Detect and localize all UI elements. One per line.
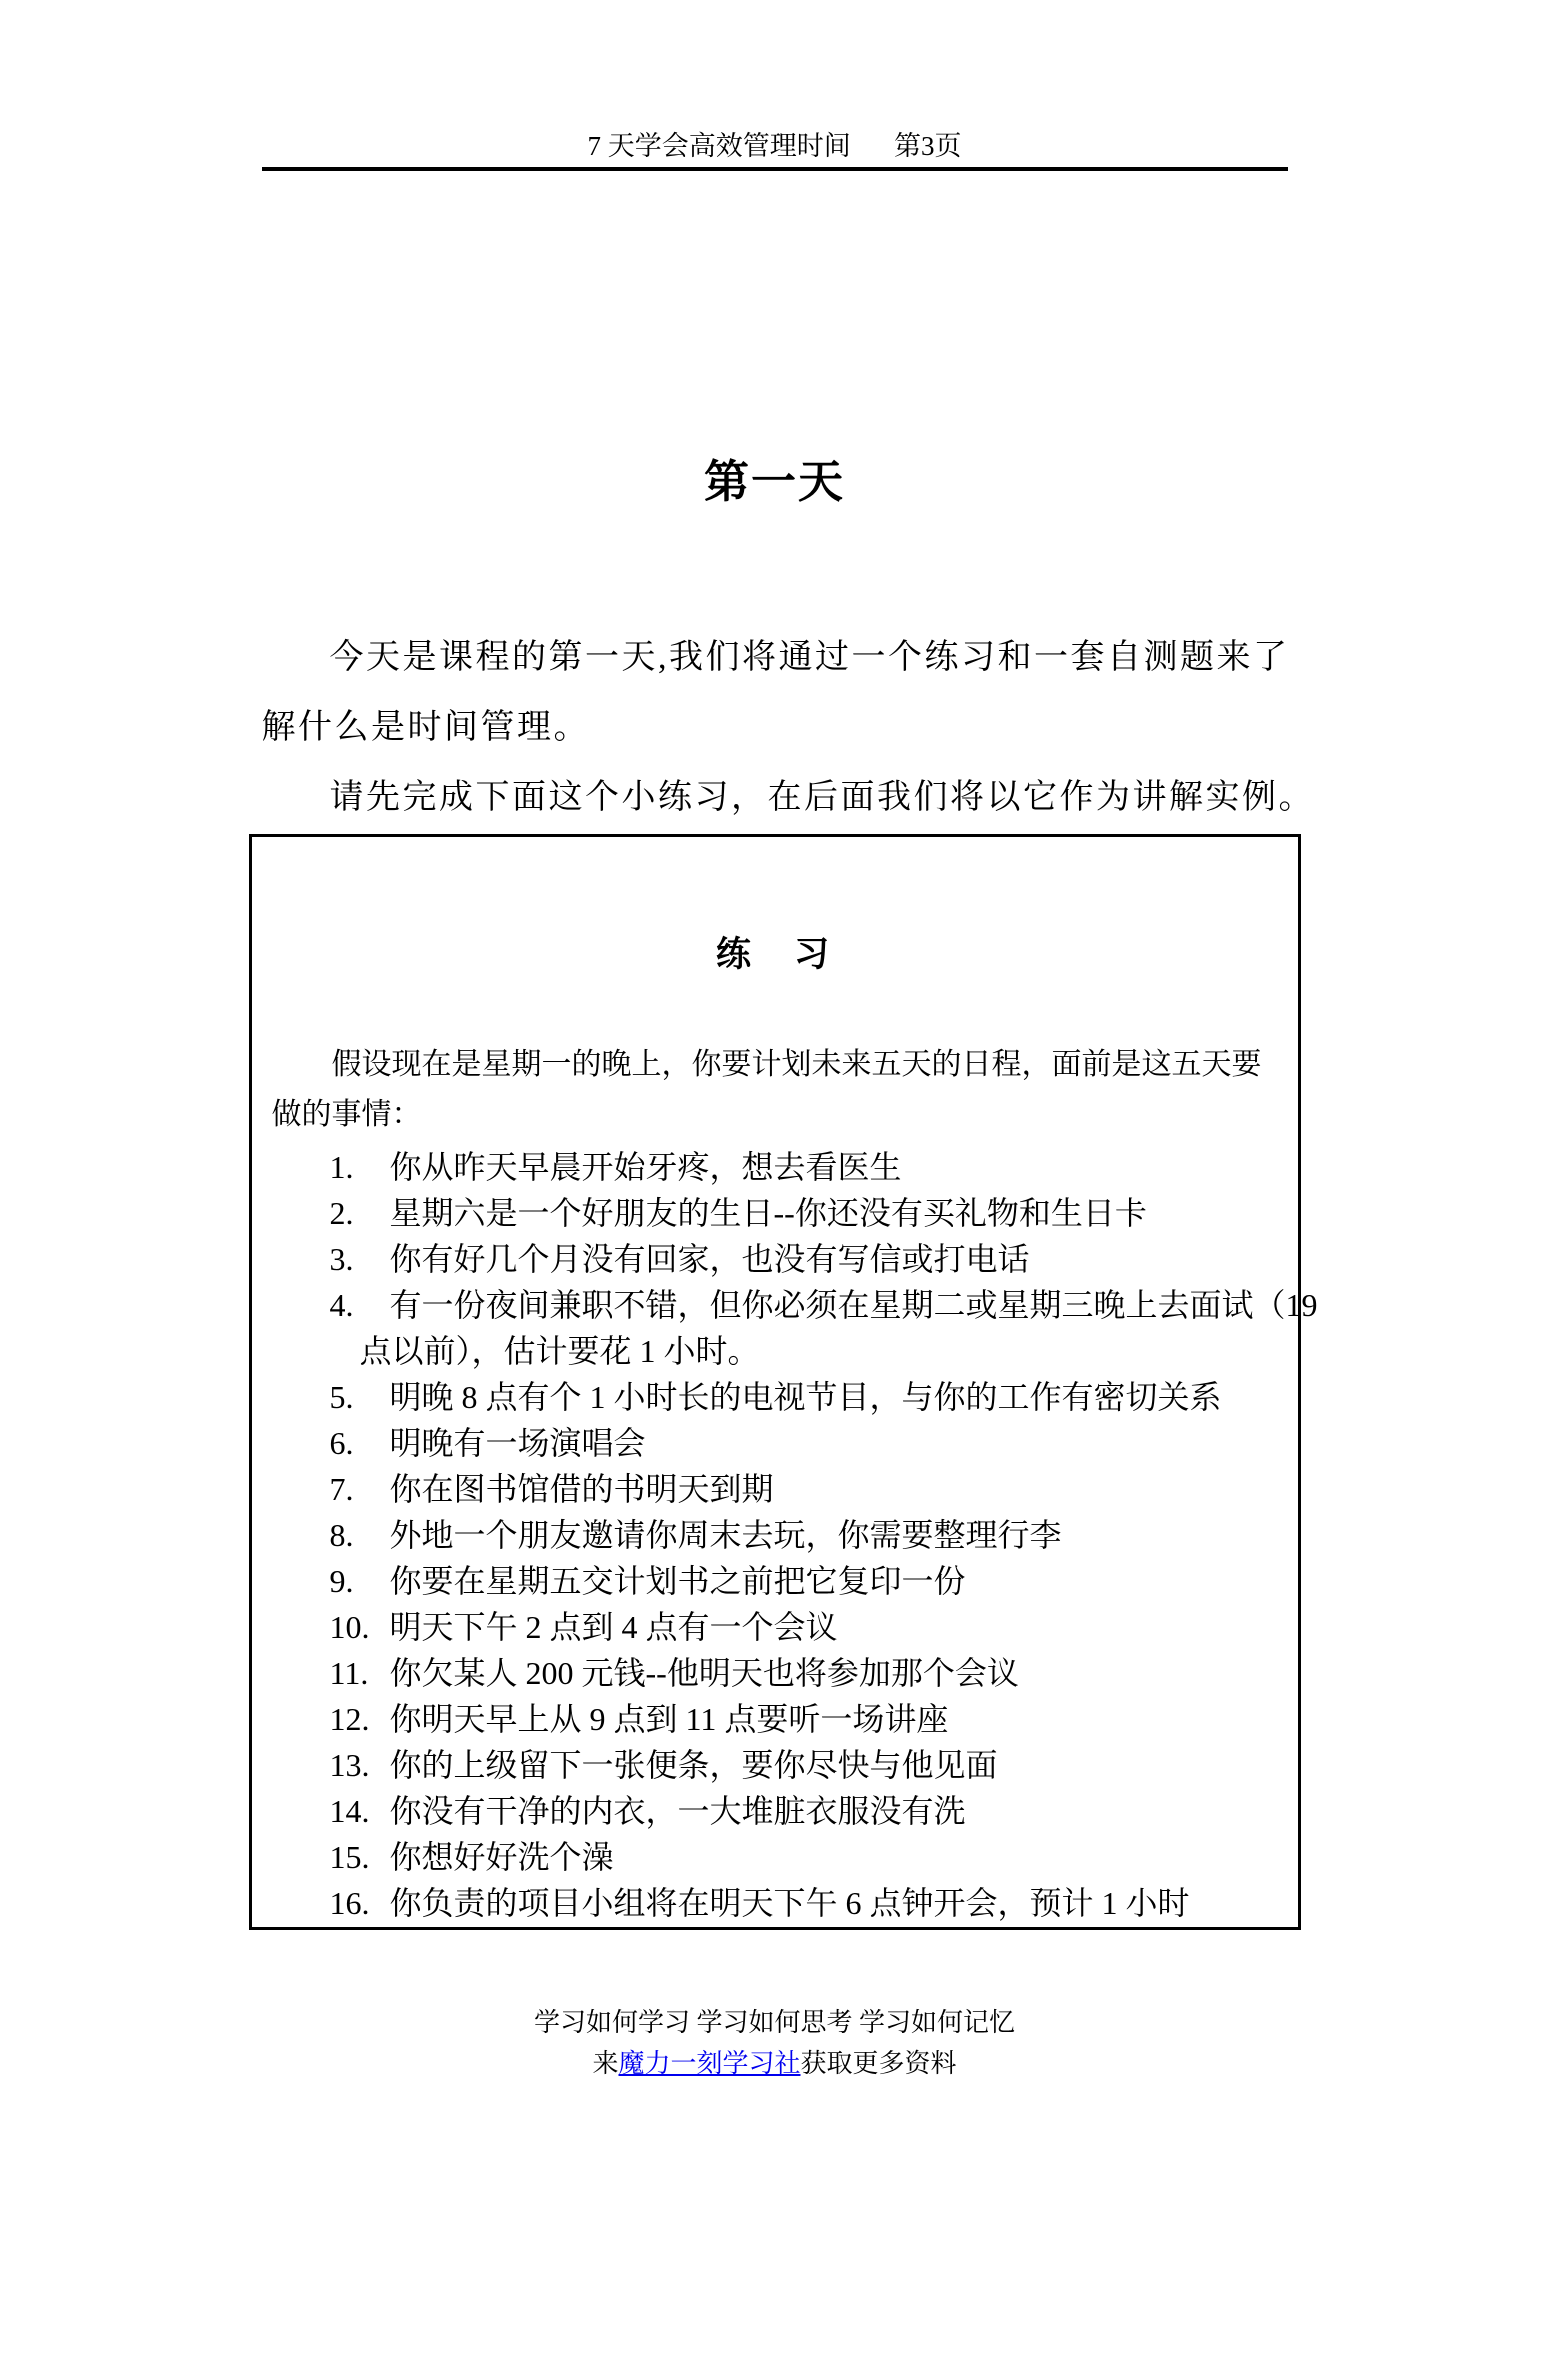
list-item-number: 7. xyxy=(329,1471,354,1507)
list-item-line: 明晚 8 点有个 1 小时长的电视节目，与你的工作有密切关系 xyxy=(389,1379,1222,1415)
page-header xyxy=(262,130,1288,162)
list-item-number: 3. xyxy=(329,1241,354,1277)
list-item-line: 星期六是一个好朋友的生日--你还没有买礼物和生日卡 xyxy=(389,1195,1147,1231)
list-item-text xyxy=(390,1742,1282,1788)
footer-note xyxy=(262,2043,1288,2084)
exercise-intro xyxy=(252,1040,1298,1140)
list-item-text xyxy=(390,1144,1282,1190)
footer-note-prefix: 来 xyxy=(592,2049,619,2078)
list-item-line: 你想好好洗个澡 xyxy=(389,1839,614,1875)
list-item xyxy=(330,1558,1282,1604)
list-item xyxy=(330,1650,1282,1696)
list-item-line: 你负责的项目小组将在明天下午 6 点钟开会，预计 1 小时 xyxy=(389,1885,1190,1921)
list-item-text xyxy=(390,1834,1282,1880)
list-item xyxy=(330,1236,1282,1282)
list-item xyxy=(330,1374,1282,1420)
list-item-line: 明晚有一场演唱会 xyxy=(389,1425,646,1461)
list-item-line: 你没有干净的内衣，一大堆脏衣服没有洗 xyxy=(389,1793,966,1829)
list-item-number: 5. xyxy=(329,1379,354,1415)
list-item-number: 4. xyxy=(329,1287,354,1323)
list-item-line: 点以前），估计要花 1 小时。 xyxy=(359,1333,760,1369)
list-item-number: 10. xyxy=(329,1609,370,1645)
list-item-text xyxy=(390,1880,1282,1926)
list-item xyxy=(330,1834,1282,1880)
list-item-number: 12. xyxy=(329,1701,370,1737)
list-item-line: 你有好几个月没有回家，也没有写信或打电话 xyxy=(389,1241,1030,1277)
list-item-line: 有一份夜间兼职不错，但你必须在星期二或星期三晚上去面试（19 xyxy=(389,1287,1318,1323)
exercise-intro-line: 做的事情： xyxy=(271,1098,422,1131)
list-item-text xyxy=(390,1696,1282,1742)
list-item xyxy=(329,1282,1318,1374)
list-item xyxy=(330,1420,1282,1466)
list-item-text xyxy=(390,1604,1282,1650)
list-item-number: 16. xyxy=(329,1885,370,1921)
list-item-number: 1. xyxy=(329,1149,354,1185)
exercise-box xyxy=(249,834,1318,1930)
footer-tagline: 学习如何学习 学习如何思考 学习如何记忆 xyxy=(533,2008,1015,2037)
paragraph-line: 解什么是时间管理。 xyxy=(261,709,590,746)
list-item-line: 你的上级留下一张便条，要你尽快与他见面 xyxy=(389,1747,998,1783)
list-item xyxy=(330,1466,1282,1512)
footer-link[interactable]: 魔力一刻学习社 xyxy=(618,2049,801,2078)
list-item-text xyxy=(390,1512,1282,1558)
list-item-text xyxy=(390,1558,1282,1604)
list-item-text xyxy=(390,1190,1282,1236)
list-item xyxy=(330,1880,1282,1926)
list-item xyxy=(330,1742,1282,1788)
exercise-intro-line: 假设现在是星期一的晚上，你要计划未来五天的日程，面前是这五天要 xyxy=(331,1048,1262,1081)
list-item-line: 你要在星期五交计划书之前把它复印一份 xyxy=(389,1563,966,1599)
list-item-text xyxy=(390,1788,1282,1834)
list-item-number: 14. xyxy=(329,1793,370,1829)
exercise-title: 练 习 xyxy=(715,935,833,974)
list-item-line: 外地一个朋友邀请你周末去玩，你需要整理行李 xyxy=(389,1517,1062,1553)
chapter-title: 第一天 xyxy=(703,457,845,507)
document-page xyxy=(261,130,1318,2084)
list-item xyxy=(330,1696,1282,1742)
header-book-title: 7 天学会高效管理时间 xyxy=(587,131,851,161)
list-item-text xyxy=(390,1374,1282,1420)
exercise-item-list xyxy=(252,1144,1318,1926)
list-item-number: 9. xyxy=(329,1563,354,1599)
header-page-number: 第3页 xyxy=(893,131,962,161)
list-item xyxy=(330,1144,1282,1190)
list-item-text xyxy=(390,1420,1282,1466)
list-item-line: 明天下午 2 点到 4 点有一个会议 xyxy=(389,1609,838,1645)
list-item xyxy=(330,1190,1282,1236)
list-item-line: 你明天早上从 9 点到 11 点要听一场讲座 xyxy=(389,1701,949,1737)
header-rule xyxy=(262,167,1288,171)
paragraph-line: 今天是课程的第一天,我们将通过一个练习和一套自测题来了 xyxy=(329,639,1290,676)
list-item-number: 2. xyxy=(329,1195,354,1231)
list-item-line: 你在图书馆借的书明天到期 xyxy=(389,1471,774,1507)
list-item xyxy=(330,1604,1282,1650)
list-item-text xyxy=(390,1466,1282,1512)
footer-note-suffix: 获取更多资料 xyxy=(800,2049,957,2078)
list-item-number: 11. xyxy=(329,1655,369,1691)
paragraph-line: 请先完成下面这个小练习，在后面我们将以它作为讲解实例。 xyxy=(329,779,1315,816)
list-item xyxy=(330,1788,1282,1834)
list-item-number: 13. xyxy=(329,1747,370,1783)
intro-paragraphs xyxy=(261,623,1315,833)
list-item-line: 你欠某人 200 元钱--他明天也将参加那个会议 xyxy=(389,1655,1019,1691)
list-item-text xyxy=(359,1282,1318,1374)
list-item-number: 15. xyxy=(329,1839,370,1875)
page-footer xyxy=(262,2002,1288,2084)
list-item-number: 6. xyxy=(329,1425,354,1461)
list-item-line: 你从昨天早晨开始牙疼，想去看医生 xyxy=(389,1149,902,1185)
list-item-text xyxy=(390,1650,1282,1696)
list-item xyxy=(330,1512,1282,1558)
list-item-number: 8. xyxy=(329,1517,354,1553)
list-item-text xyxy=(390,1236,1282,1282)
